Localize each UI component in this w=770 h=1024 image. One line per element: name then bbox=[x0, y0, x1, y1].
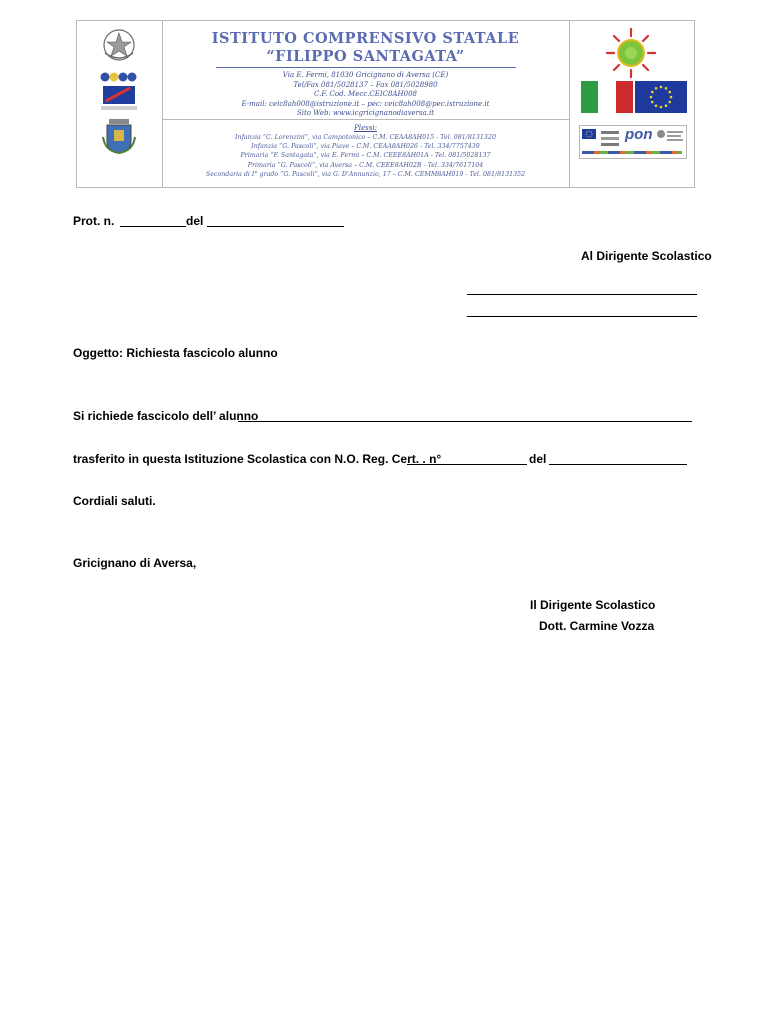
greeting: Cordiali saluti. bbox=[73, 494, 156, 508]
subject-line: Oggetto: Richiesta fascicolo alunno bbox=[73, 346, 278, 360]
school-name-line2: “FILIPPO SANTAGATA” bbox=[266, 48, 465, 65]
school-email: E-mail: ceic8ah008@istruzione.it – pec: ceic8ah008@pec.istruzione.it bbox=[241, 99, 490, 108]
plesso-item: Primaria “G. Pascoli”, via Aversa – C.M. CEEE8AH02B - Tel. 334/7617104 bbox=[247, 161, 484, 169]
recipient-line-2 bbox=[467, 316, 697, 317]
italian-flag-icon bbox=[581, 81, 633, 113]
region-logo-icon bbox=[100, 85, 138, 111]
letterhead bbox=[76, 20, 695, 188]
recipient-title: Al Dirigente Scolastico bbox=[581, 249, 712, 263]
school-codes: C.F. Cod. Mecc.CEIC8AH008 bbox=[314, 90, 417, 98]
plesso-item: Secondaria di I° grado “G. Pascoli”, via G. D’Annunzio, 17 – C.M. CEMM8AH019 - Tel. 081/8131352 bbox=[205, 170, 526, 178]
recipient-line-1 bbox=[467, 294, 697, 295]
municipality-crest-icon bbox=[101, 117, 137, 155]
pon-label: pon bbox=[625, 126, 653, 143]
request-text: Si richiede fascicolo dell’ alunno bbox=[73, 409, 259, 423]
place-date: Gricignano di Aversa, bbox=[73, 556, 197, 570]
student-name-line bbox=[238, 421, 692, 422]
protocol-label: Prot. n. bbox=[73, 214, 115, 228]
plesso-item: Primaria “F. Santagata”, via E. Fermi – C.M. CEEE8AH01A - Tel. 081/5028137 bbox=[240, 152, 491, 160]
plessi-title: Plessi: bbox=[354, 124, 377, 132]
pon-banner bbox=[579, 125, 687, 159]
school-name-line1: ISTITUTO COMPRENSIVO STATALE bbox=[211, 30, 520, 47]
school-header bbox=[162, 21, 569, 120]
certificate-date-line bbox=[549, 464, 687, 465]
italian-republic-emblem-icon bbox=[99, 27, 139, 63]
pon-colour-strip bbox=[582, 151, 682, 154]
school-telfax: Tel/Fax 081/5028137 – Fax 081/5028980 bbox=[293, 80, 438, 89]
plesso-item: Infanzia “C. Lorenzini”, via Campotonico – C.M. CEAA8AH015 - Tel. 081/8131320 bbox=[235, 134, 496, 141]
signer-name: Dott. Carmine Vozza bbox=[539, 619, 655, 633]
protocol-number-line bbox=[120, 226, 186, 227]
protocol-date-line bbox=[207, 226, 344, 227]
protocol-date-label: del bbox=[186, 214, 204, 228]
plesso-item: Infanzia “G. Pascoli”, via Piave – C.M. CEAA8AH026 - Tel. 334/7757439 bbox=[251, 143, 480, 151]
certificate-number-line bbox=[407, 464, 527, 465]
signer-title: Il Dirigente Scolastico bbox=[530, 598, 656, 612]
transfer-text: trasferito in questa Istituzione Scolastica con N.O. Reg. Cert. . n° bbox=[73, 452, 442, 466]
school-website: Sito Web: www.icgricignanodiaversa.it bbox=[296, 109, 435, 117]
school-sun-logo-icon bbox=[601, 27, 661, 79]
plessi-block bbox=[162, 120, 569, 187]
eu-mini-flag-icon bbox=[582, 129, 596, 141]
letterhead-center bbox=[162, 21, 570, 187]
ministry-logo-icon bbox=[656, 128, 684, 146]
letterhead-right-logos bbox=[569, 21, 694, 187]
small-badges-icon bbox=[100, 71, 138, 83]
title-rule bbox=[216, 67, 516, 68]
certificate-date-label: del bbox=[529, 452, 547, 466]
letterhead-left-logos bbox=[77, 21, 163, 187]
school-address: Via E. Fermi, 81030 Gricignano di Aversa (CE) bbox=[282, 71, 449, 79]
eu-flag-icon bbox=[635, 81, 687, 113]
pon-fund-mark-icon bbox=[600, 129, 620, 149]
